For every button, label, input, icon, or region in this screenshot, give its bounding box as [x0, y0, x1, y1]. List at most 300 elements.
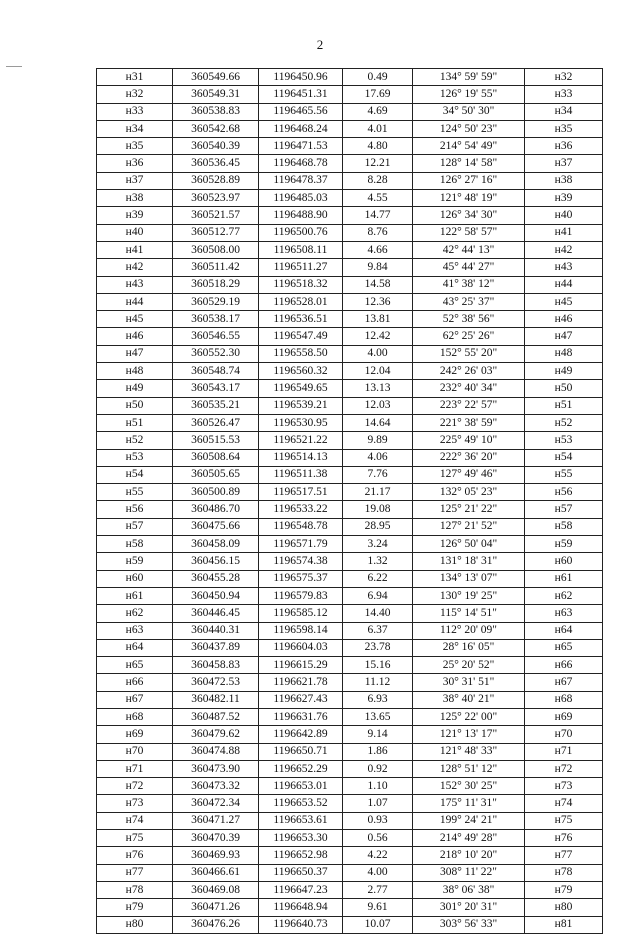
table-row: [97, 743, 603, 760]
point-to-cell: н67: [525, 674, 603, 691]
point-to-cell: н50: [525, 380, 603, 397]
point-to-cell: н45: [525, 293, 603, 310]
distance-cell: 28.95: [343, 518, 413, 535]
point-from-cell: н34: [97, 120, 173, 137]
point-from-cell: н52: [97, 432, 173, 449]
point-from-cell: н51: [97, 414, 173, 431]
point-to-cell: н60: [525, 553, 603, 570]
x-coordinate-cell: 360511.42: [173, 259, 259, 276]
direction-angle-cell: 126° 19' 55": [413, 86, 525, 103]
x-coordinate-cell: 360469.93: [173, 847, 259, 864]
point-from-cell: н75: [97, 830, 173, 847]
direction-angle-cell: 134° 13' 07": [413, 570, 525, 587]
point-from-cell: н72: [97, 778, 173, 795]
y-coordinate-cell: 1196518.32: [259, 276, 343, 293]
point-to-cell: н76: [525, 830, 603, 847]
x-coordinate-cell: 360440.31: [173, 622, 259, 639]
point-from-cell: н61: [97, 587, 173, 604]
x-coordinate-cell: 360549.66: [173, 69, 259, 86]
x-coordinate-cell: 360549.31: [173, 86, 259, 103]
y-coordinate-cell: 1196528.01: [259, 293, 343, 310]
y-coordinate-cell: 1196574.38: [259, 553, 343, 570]
x-coordinate-cell: 360540.39: [173, 138, 259, 155]
point-from-cell: н41: [97, 241, 173, 258]
point-to-cell: н49: [525, 363, 603, 380]
point-to-cell: н63: [525, 605, 603, 622]
y-coordinate-cell: 1196652.29: [259, 760, 343, 777]
y-coordinate-cell: 1196536.51: [259, 311, 343, 328]
distance-cell: 3.24: [343, 536, 413, 553]
direction-angle-cell: 152° 55' 20": [413, 345, 525, 362]
table-row: [97, 241, 603, 258]
direction-angle-cell: 34° 50' 30": [413, 103, 525, 120]
table-row: [97, 172, 603, 189]
point-to-cell: н68: [525, 691, 603, 708]
y-coordinate-cell: 1196579.83: [259, 587, 343, 604]
x-coordinate-cell: 360450.94: [173, 587, 259, 604]
table-row: [97, 276, 603, 293]
point-to-cell: н61: [525, 570, 603, 587]
table-row: [97, 103, 603, 120]
x-coordinate-cell: 360479.62: [173, 726, 259, 743]
point-from-cell: н68: [97, 708, 173, 725]
y-coordinate-cell: 1196648.94: [259, 899, 343, 916]
y-coordinate-cell: 1196650.71: [259, 743, 343, 760]
y-coordinate-cell: 1196451.31: [259, 86, 343, 103]
y-coordinate-cell: 1196615.29: [259, 657, 343, 674]
x-coordinate-cell: 360458.09: [173, 536, 259, 553]
distance-cell: 0.56: [343, 830, 413, 847]
table-row: [97, 605, 603, 622]
point-to-cell: н72: [525, 760, 603, 777]
x-coordinate-cell: 360486.70: [173, 501, 259, 518]
distance-cell: 10.07: [343, 916, 413, 933]
distance-cell: 4.22: [343, 847, 413, 864]
table-row: [97, 328, 603, 345]
point-from-cell: н64: [97, 639, 173, 656]
x-coordinate-cell: 360446.45: [173, 605, 259, 622]
point-to-cell: н75: [525, 812, 603, 829]
table-row: [97, 293, 603, 310]
direction-angle-cell: 152° 30' 25": [413, 778, 525, 795]
table-row: [97, 224, 603, 241]
point-to-cell: н55: [525, 466, 603, 483]
point-to-cell: н43: [525, 259, 603, 276]
table-row: [97, 812, 603, 829]
point-to-cell: н78: [525, 864, 603, 881]
point-from-cell: н38: [97, 190, 173, 207]
point-from-cell: н62: [97, 605, 173, 622]
x-coordinate-cell: 360500.89: [173, 484, 259, 501]
y-coordinate-cell: 1196450.96: [259, 69, 343, 86]
point-to-cell: н35: [525, 120, 603, 137]
point-from-cell: н76: [97, 847, 173, 864]
distance-cell: 14.77: [343, 207, 413, 224]
point-from-cell: н71: [97, 760, 173, 777]
direction-angle-cell: 38° 06' 38": [413, 881, 525, 898]
y-coordinate-cell: 1196549.65: [259, 380, 343, 397]
distance-cell: 13.13: [343, 380, 413, 397]
point-to-cell: н62: [525, 587, 603, 604]
direction-angle-cell: 121° 48' 33": [413, 743, 525, 760]
distance-cell: 14.58: [343, 276, 413, 293]
x-coordinate-cell: 360536.45: [173, 155, 259, 172]
direction-angle-cell: 214° 54' 49": [413, 138, 525, 155]
x-coordinate-cell: 360472.53: [173, 674, 259, 691]
distance-cell: 8.28: [343, 172, 413, 189]
distance-cell: 4.66: [343, 241, 413, 258]
y-coordinate-cell: 1196652.98: [259, 847, 343, 864]
y-coordinate-cell: 1196571.79: [259, 536, 343, 553]
point-from-cell: н36: [97, 155, 173, 172]
point-to-cell: н73: [525, 778, 603, 795]
point-from-cell: н43: [97, 276, 173, 293]
distance-cell: 1.10: [343, 778, 413, 795]
y-coordinate-cell: 1196539.21: [259, 397, 343, 414]
direction-angle-cell: 131° 18' 31": [413, 553, 525, 570]
point-from-cell: н79: [97, 899, 173, 916]
point-from-cell: н58: [97, 536, 173, 553]
point-to-cell: н66: [525, 657, 603, 674]
y-coordinate-cell: 1196627.43: [259, 691, 343, 708]
direction-angle-cell: 303° 56' 33": [413, 916, 525, 933]
y-coordinate-cell: 1196653.30: [259, 830, 343, 847]
distance-cell: 6.93: [343, 691, 413, 708]
point-from-cell: н46: [97, 328, 173, 345]
table-row: [97, 795, 603, 812]
x-coordinate-cell: 360529.19: [173, 293, 259, 310]
direction-angle-cell: 214° 49' 28": [413, 830, 525, 847]
x-coordinate-cell: 360538.83: [173, 103, 259, 120]
point-from-cell: н56: [97, 501, 173, 518]
point-from-cell: н69: [97, 726, 173, 743]
x-coordinate-cell: 360469.08: [173, 881, 259, 898]
distance-cell: 0.93: [343, 812, 413, 829]
y-coordinate-cell: 1196653.52: [259, 795, 343, 812]
x-coordinate-cell: 360470.39: [173, 830, 259, 847]
point-to-cell: н47: [525, 328, 603, 345]
x-coordinate-cell: 360528.89: [173, 172, 259, 189]
table-row: [97, 553, 603, 570]
x-coordinate-cell: 360505.65: [173, 466, 259, 483]
point-to-cell: н77: [525, 847, 603, 864]
point-to-cell: н38: [525, 172, 603, 189]
point-to-cell: н39: [525, 190, 603, 207]
point-to-cell: н57: [525, 501, 603, 518]
direction-angle-cell: 127° 21' 52": [413, 518, 525, 535]
point-from-cell: н35: [97, 138, 173, 155]
table-row: [97, 190, 603, 207]
coordinates-table-body: [97, 69, 603, 934]
distance-cell: 4.01: [343, 120, 413, 137]
point-to-cell: н33: [525, 86, 603, 103]
x-coordinate-cell: 360471.27: [173, 812, 259, 829]
distance-cell: 7.76: [343, 466, 413, 483]
point-from-cell: н32: [97, 86, 173, 103]
x-coordinate-cell: 360472.34: [173, 795, 259, 812]
direction-angle-cell: 125° 22' 00": [413, 708, 525, 725]
point-from-cell: н74: [97, 812, 173, 829]
direction-angle-cell: 218° 10' 20": [413, 847, 525, 864]
y-coordinate-cell: 1196642.89: [259, 726, 343, 743]
point-to-cell: н48: [525, 345, 603, 362]
point-to-cell: н42: [525, 241, 603, 258]
table-row: [97, 432, 603, 449]
point-to-cell: н44: [525, 276, 603, 293]
table-row: [97, 363, 603, 380]
x-coordinate-cell: 360515.53: [173, 432, 259, 449]
point-from-cell: н45: [97, 311, 173, 328]
point-to-cell: н74: [525, 795, 603, 812]
x-coordinate-cell: 360466.61: [173, 864, 259, 881]
point-from-cell: н66: [97, 674, 173, 691]
point-to-cell: н32: [525, 69, 603, 86]
distance-cell: 13.81: [343, 311, 413, 328]
direction-angle-cell: 45° 44' 27": [413, 259, 525, 276]
point-from-cell: н54: [97, 466, 173, 483]
distance-cell: 9.14: [343, 726, 413, 743]
point-from-cell: н78: [97, 881, 173, 898]
y-coordinate-cell: 1196514.13: [259, 449, 343, 466]
y-coordinate-cell: 1196485.03: [259, 190, 343, 207]
table-row: [97, 691, 603, 708]
table-row: [97, 674, 603, 691]
y-coordinate-cell: 1196653.01: [259, 778, 343, 795]
x-coordinate-cell: 360508.64: [173, 449, 259, 466]
y-coordinate-cell: 1196511.38: [259, 466, 343, 483]
distance-cell: 4.55: [343, 190, 413, 207]
point-from-cell: н37: [97, 172, 173, 189]
distance-cell: 1.32: [343, 553, 413, 570]
margin-mark: [6, 66, 22, 67]
direction-angle-cell: 242° 26' 03": [413, 363, 525, 380]
distance-cell: 12.36: [343, 293, 413, 310]
point-to-cell: н69: [525, 708, 603, 725]
y-coordinate-cell: 1196560.32: [259, 363, 343, 380]
point-from-cell: н63: [97, 622, 173, 639]
table-row: [97, 345, 603, 362]
distance-cell: 13.65: [343, 708, 413, 725]
point-to-cell: н80: [525, 899, 603, 916]
distance-cell: 12.21: [343, 155, 413, 172]
point-from-cell: н67: [97, 691, 173, 708]
direction-angle-cell: 232° 40' 34": [413, 380, 525, 397]
direction-angle-cell: 175° 11' 31": [413, 795, 525, 812]
distance-cell: 12.04: [343, 363, 413, 380]
distance-cell: 0.92: [343, 760, 413, 777]
point-from-cell: н50: [97, 397, 173, 414]
direction-angle-cell: 199° 24' 21": [413, 812, 525, 829]
y-coordinate-cell: 1196500.76: [259, 224, 343, 241]
x-coordinate-cell: 360471.26: [173, 899, 259, 916]
direction-angle-cell: 225° 49' 10": [413, 432, 525, 449]
point-from-cell: н31: [97, 69, 173, 86]
direction-angle-cell: 38° 40' 21": [413, 691, 525, 708]
y-coordinate-cell: 1196575.37: [259, 570, 343, 587]
direction-angle-cell: 28° 16' 05": [413, 639, 525, 656]
distance-cell: 0.49: [343, 69, 413, 86]
x-coordinate-cell: 360518.29: [173, 276, 259, 293]
table-row: [97, 207, 603, 224]
x-coordinate-cell: 360552.30: [173, 345, 259, 362]
y-coordinate-cell: 1196547.49: [259, 328, 343, 345]
point-from-cell: н53: [97, 449, 173, 466]
point-to-cell: н51: [525, 397, 603, 414]
distance-cell: 6.37: [343, 622, 413, 639]
distance-cell: 4.69: [343, 103, 413, 120]
direction-angle-cell: 132° 05' 23": [413, 484, 525, 501]
direction-angle-cell: 112° 20' 09": [413, 622, 525, 639]
y-coordinate-cell: 1196508.11: [259, 241, 343, 258]
direction-angle-cell: 221° 38' 59": [413, 414, 525, 431]
direction-angle-cell: 126° 27' 16": [413, 172, 525, 189]
distance-cell: 19.08: [343, 501, 413, 518]
direction-angle-cell: 125° 21' 22": [413, 501, 525, 518]
y-coordinate-cell: 1196530.95: [259, 414, 343, 431]
y-coordinate-cell: 1196517.51: [259, 484, 343, 501]
direction-angle-cell: 127° 49' 46": [413, 466, 525, 483]
direction-angle-cell: 121° 13' 17": [413, 726, 525, 743]
point-from-cell: н57: [97, 518, 173, 535]
table-row: [97, 311, 603, 328]
x-coordinate-cell: 360487.52: [173, 708, 259, 725]
x-coordinate-cell: 360523.97: [173, 190, 259, 207]
table-row: [97, 830, 603, 847]
point-from-cell: н49: [97, 380, 173, 397]
distance-cell: 12.03: [343, 397, 413, 414]
x-coordinate-cell: 360476.26: [173, 916, 259, 933]
direction-angle-cell: 301° 20' 31": [413, 899, 525, 916]
x-coordinate-cell: 360437.89: [173, 639, 259, 656]
y-coordinate-cell: 1196548.78: [259, 518, 343, 535]
y-coordinate-cell: 1196465.56: [259, 103, 343, 120]
distance-cell: 9.89: [343, 432, 413, 449]
direction-angle-cell: 115° 14' 51": [413, 605, 525, 622]
point-from-cell: н48: [97, 363, 173, 380]
point-to-cell: н58: [525, 518, 603, 535]
point-from-cell: н60: [97, 570, 173, 587]
table-row: [97, 622, 603, 639]
x-coordinate-cell: 360473.90: [173, 760, 259, 777]
y-coordinate-cell: 1196558.50: [259, 345, 343, 362]
table-row: [97, 587, 603, 604]
table-row: [97, 708, 603, 725]
y-coordinate-cell: 1196468.78: [259, 155, 343, 172]
table-row: [97, 466, 603, 483]
point-from-cell: н55: [97, 484, 173, 501]
x-coordinate-cell: 360482.11: [173, 691, 259, 708]
distance-cell: 14.64: [343, 414, 413, 431]
point-to-cell: н71: [525, 743, 603, 760]
direction-angle-cell: 41° 38' 12": [413, 276, 525, 293]
table-row: [97, 536, 603, 553]
table-row: [97, 155, 603, 172]
x-coordinate-cell: 360546.55: [173, 328, 259, 345]
x-coordinate-cell: 360521.57: [173, 207, 259, 224]
point-to-cell: н79: [525, 881, 603, 898]
table-row: [97, 916, 603, 933]
distance-cell: 4.06: [343, 449, 413, 466]
x-coordinate-cell: 360473.32: [173, 778, 259, 795]
distance-cell: 1.86: [343, 743, 413, 760]
direction-angle-cell: 121° 48' 19": [413, 190, 525, 207]
point-from-cell: н40: [97, 224, 173, 241]
y-coordinate-cell: 1196511.27: [259, 259, 343, 276]
point-to-cell: н81: [525, 916, 603, 933]
distance-cell: 23.78: [343, 639, 413, 656]
y-coordinate-cell: 1196621.78: [259, 674, 343, 691]
direction-angle-cell: 130° 19' 25": [413, 587, 525, 604]
point-from-cell: н59: [97, 553, 173, 570]
distance-cell: 17.69: [343, 86, 413, 103]
direction-angle-cell: 128° 14' 58": [413, 155, 525, 172]
y-coordinate-cell: 1196650.37: [259, 864, 343, 881]
distance-cell: 9.84: [343, 259, 413, 276]
table-row: [97, 864, 603, 881]
point-from-cell: н42: [97, 259, 173, 276]
y-coordinate-cell: 1196488.90: [259, 207, 343, 224]
table-row: [97, 657, 603, 674]
point-to-cell: н56: [525, 484, 603, 501]
x-coordinate-cell: 360543.17: [173, 380, 259, 397]
table-row: [97, 449, 603, 466]
x-coordinate-cell: 360542.68: [173, 120, 259, 137]
direction-angle-cell: 62° 25' 26": [413, 328, 525, 345]
point-from-cell: н39: [97, 207, 173, 224]
point-to-cell: н41: [525, 224, 603, 241]
point-to-cell: н46: [525, 311, 603, 328]
distance-cell: 4.00: [343, 345, 413, 362]
point-to-cell: н36: [525, 138, 603, 155]
x-coordinate-cell: 360535.21: [173, 397, 259, 414]
table-row: [97, 726, 603, 743]
y-coordinate-cell: 1196647.23: [259, 881, 343, 898]
table-row: [97, 414, 603, 431]
direction-angle-cell: 30° 31' 51": [413, 674, 525, 691]
table-row: [97, 847, 603, 864]
x-coordinate-cell: 360474.88: [173, 743, 259, 760]
x-coordinate-cell: 360526.47: [173, 414, 259, 431]
direction-angle-cell: 126° 50' 04": [413, 536, 525, 553]
direction-angle-cell: 43° 25' 37": [413, 293, 525, 310]
table-row: [97, 259, 603, 276]
table-row: [97, 518, 603, 535]
direction-angle-cell: 222° 36' 20": [413, 449, 525, 466]
distance-cell: 6.22: [343, 570, 413, 587]
distance-cell: 6.94: [343, 587, 413, 604]
distance-cell: 1.07: [343, 795, 413, 812]
table-row: [97, 484, 603, 501]
x-coordinate-cell: 360455.28: [173, 570, 259, 587]
point-to-cell: н37: [525, 155, 603, 172]
table-row: [97, 760, 603, 777]
table-row: [97, 899, 603, 916]
direction-angle-cell: 308° 11' 22": [413, 864, 525, 881]
y-coordinate-cell: 1196640.73: [259, 916, 343, 933]
coordinates-table: [96, 68, 603, 934]
direction-angle-cell: 124° 50' 23": [413, 120, 525, 137]
y-coordinate-cell: 1196533.22: [259, 501, 343, 518]
x-coordinate-cell: 360538.17: [173, 311, 259, 328]
distance-cell: 21.17: [343, 484, 413, 501]
point-from-cell: н70: [97, 743, 173, 760]
x-coordinate-cell: 360458.83: [173, 657, 259, 674]
x-coordinate-cell: 360548.74: [173, 363, 259, 380]
direction-angle-cell: 223° 22' 57": [413, 397, 525, 414]
table-row: [97, 380, 603, 397]
direction-angle-cell: 25° 20' 52": [413, 657, 525, 674]
table-row: [97, 639, 603, 656]
